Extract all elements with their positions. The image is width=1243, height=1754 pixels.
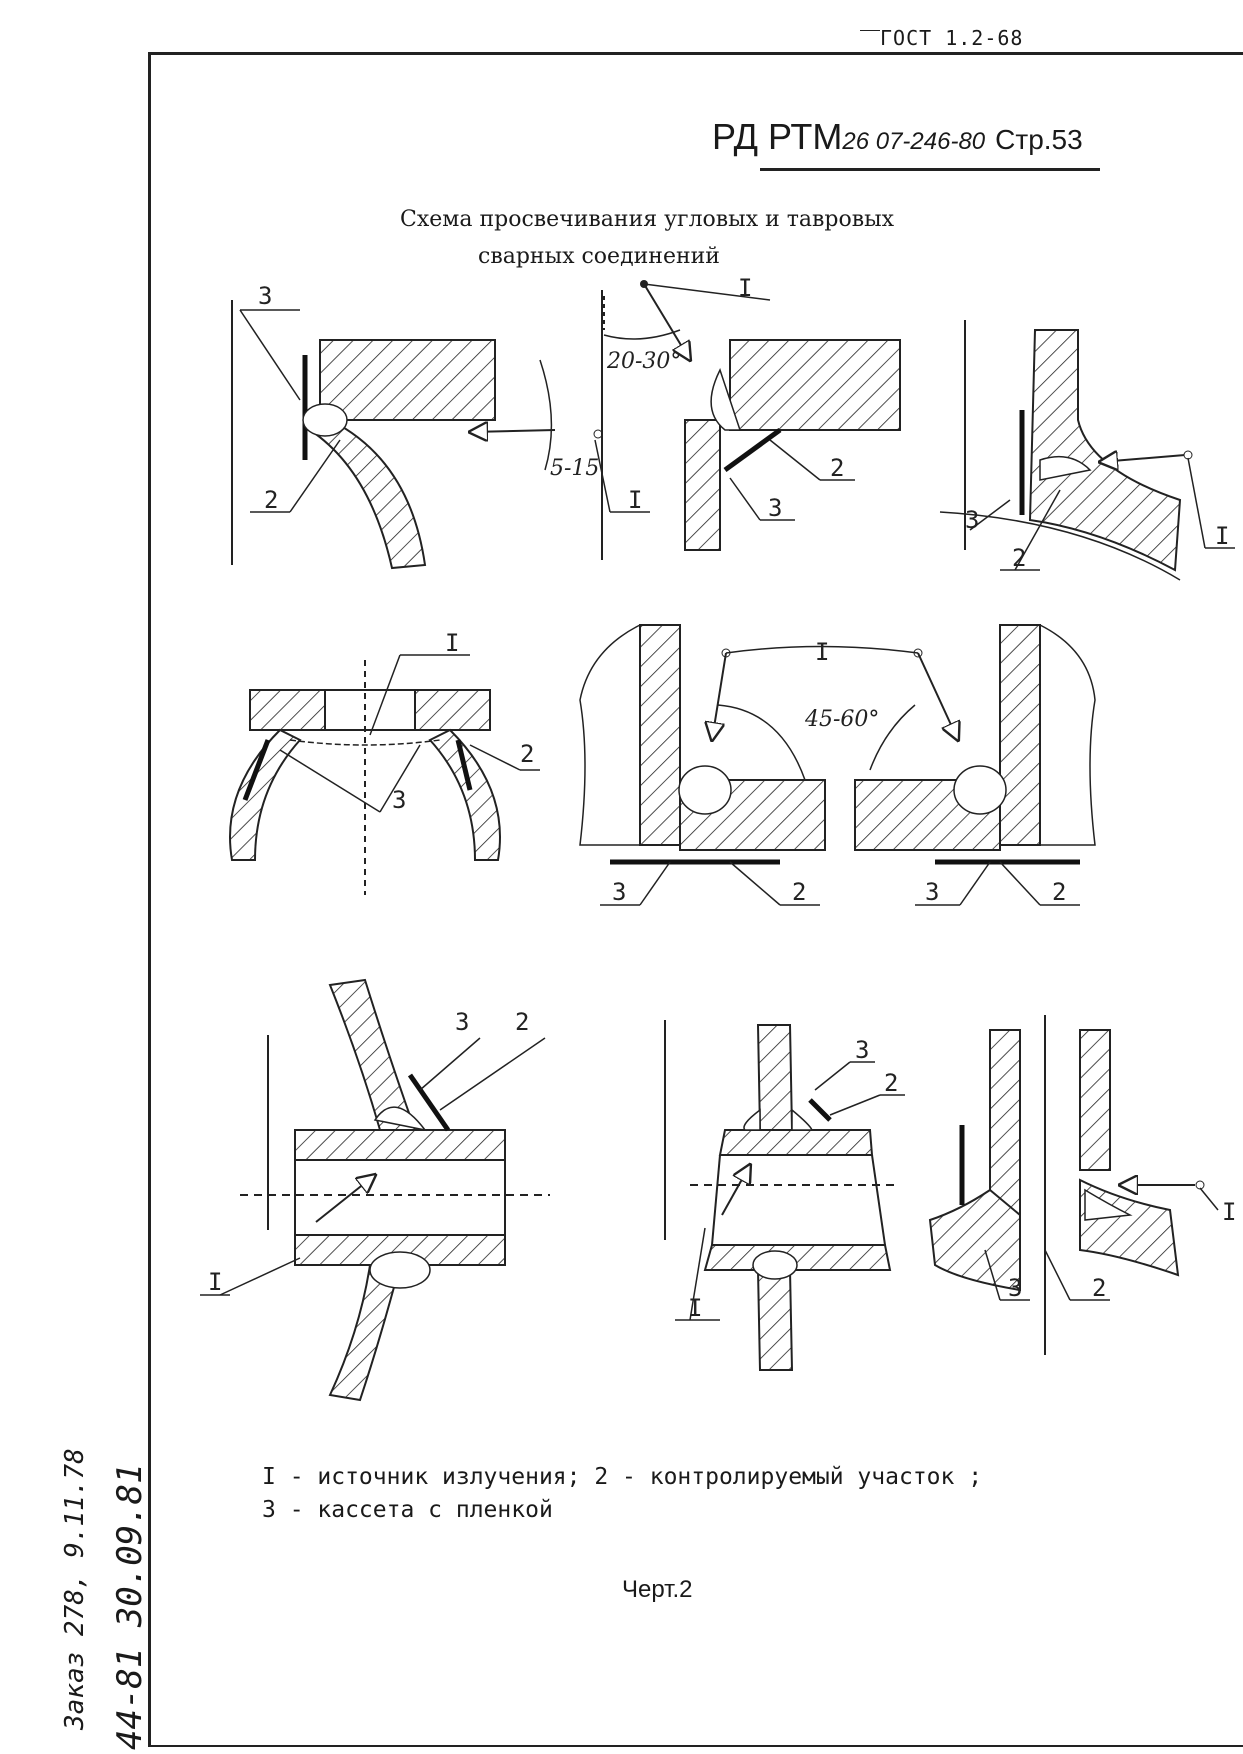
margin-order-note: Заказ 278, 9.11.78	[60, 1448, 90, 1730]
legend-line-1: I - источник излучения; 2 - контролируемый участок ;	[262, 1464, 983, 1490]
scheme-1	[232, 282, 650, 568]
label-cassette: 3	[258, 282, 273, 310]
angle-20-30: 20-30°	[607, 349, 682, 374]
label-source: I	[628, 486, 643, 514]
label-source: I	[738, 274, 753, 302]
angle-5-15: 5-15	[550, 456, 600, 481]
label-cassette: 3	[925, 878, 940, 906]
scheme-5	[580, 625, 1095, 906]
label-cassette: 3	[965, 506, 980, 534]
scheme-3	[940, 320, 1235, 580]
page-label: Стр.53	[995, 124, 1083, 155]
figure-title-line-1: Схема просвечивания угловых и тавровых	[400, 207, 895, 232]
label-cassette: 3	[612, 878, 627, 906]
label-controlled: 2	[830, 454, 845, 482]
label-controlled: 2	[1092, 1274, 1107, 1302]
standard-reference: ГОСТ 1.2-68	[880, 26, 1024, 50]
label-controlled: 2	[792, 878, 807, 906]
label-controlled: 2	[520, 740, 535, 768]
doc-code-number: 26 07-246-80	[842, 128, 986, 155]
label-controlled: 2	[1012, 544, 1027, 572]
legend-line-2: 3 - кассета с пленкой	[262, 1497, 553, 1523]
scheme-6	[200, 980, 550, 1400]
label-source: I	[815, 638, 830, 666]
margin-date-note: 44-81 30.09.81	[110, 1463, 150, 1750]
label-controlled: 2	[884, 1069, 899, 1097]
label-controlled: 2	[515, 1008, 530, 1036]
label-cassette: 3	[392, 786, 407, 814]
label-source: I	[1215, 522, 1230, 550]
label-source: I	[688, 1294, 703, 1322]
scheme-7	[665, 1020, 905, 1370]
scheme-8	[930, 1015, 1236, 1355]
label-source: I	[1222, 1198, 1237, 1226]
angle-45-60: 45-60°	[805, 707, 880, 732]
label-cassette: 3	[1008, 1274, 1023, 1302]
label-controlled: 2	[264, 486, 279, 514]
doc-code-prefix: РД РТМ	[712, 116, 843, 157]
label-cassette: 3	[455, 1008, 470, 1036]
label-controlled: 2	[1052, 878, 1067, 906]
label-cassette: 3	[855, 1036, 870, 1064]
figure-caption: Черт.2	[622, 1576, 693, 1603]
label-source: I	[445, 629, 460, 657]
figure-title-line-2: сварных соединений	[478, 244, 720, 269]
label-source: I	[208, 1268, 223, 1296]
label-cassette: 3	[768, 494, 783, 522]
scheme-2	[604, 274, 900, 550]
scheme-4	[230, 629, 540, 895]
